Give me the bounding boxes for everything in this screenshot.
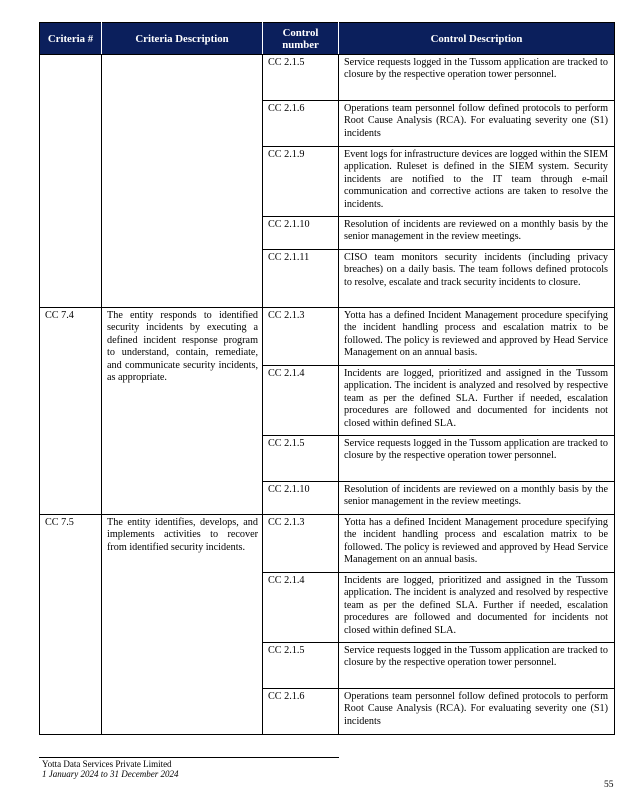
control-number-cell: CC 2.1.5 xyxy=(263,436,339,482)
footer-period: 1 January 2024 to 31 December 2024 xyxy=(42,769,179,779)
control-description-cell: Yotta has a defined Incident Management procedure specifying the incident handling process and escalation matrix to be followed. The policy is reviewed and approved by Head Service Management on an annual basis. xyxy=(339,308,615,366)
control-description-cell: Incidents are logged, prioritized and assigned in the Tussom application. The incident is analyzed and resolved by respective team as per the defined SLA. Further if needed, escalation procedures are followed and documented for incidents not closed within defined SLA. xyxy=(339,366,615,436)
control-number-cell: CC 2.1.10 xyxy=(263,217,339,250)
criteria-description-cell: The entity identifies, develops, and implements activities to recover from identified security incidents. xyxy=(102,515,263,735)
header-criteria-number: Criteria # xyxy=(40,23,102,55)
header-criteria-description: Criteria Description xyxy=(102,23,263,55)
criteria-description-cell xyxy=(102,55,263,308)
control-number-cell: CC 2.1.5 xyxy=(263,55,339,101)
table-row xyxy=(40,308,615,366)
table-row xyxy=(40,515,615,573)
criteria-number-cell xyxy=(40,55,102,308)
control-description-cell: Yotta has a defined Incident Management procedure specifying the incident handling process and escalation matrix to be followed. The policy is reviewed and approved by Head Service Management on an annual basis. xyxy=(339,515,615,573)
control-description-cell: Incidents are logged, prioritized and assigned in the Tussom application. The incident is analyzed and resolved by respective team as per the defined SLA. Further if needed, escalation procedures are followed and documented for incidents not closed within defined SLA. xyxy=(339,573,615,643)
criteria-description-cell: The entity responds to identified security incidents by executing a defined incident response program to understand, contain, remediate, and communicate security incidents, as appropriate. xyxy=(102,308,263,515)
control-number-cell: CC 2.1.3 xyxy=(263,515,339,573)
criteria-number-cell: CC 7.5 xyxy=(40,515,102,735)
control-number-cell: CC 2.1.3 xyxy=(263,308,339,366)
control-number-cell: CC 2.1.11 xyxy=(263,250,339,308)
page-number: 55 xyxy=(604,780,614,790)
control-description-cell: CISO team monitors security incidents (including privacy breaches) on a daily basis. The team follows defined protocols to resolve, escalate and track security incidents to closure. xyxy=(339,250,615,308)
header-control-description: Control Description xyxy=(339,23,615,55)
table-row xyxy=(40,55,615,101)
control-number-cell: CC 2.1.4 xyxy=(263,573,339,643)
criteria-number-cell: CC 7.4 xyxy=(40,308,102,515)
control-description-cell: Service requests logged in the Tussom application are tracked to closure by the respective operation tower personnel. xyxy=(339,55,615,101)
control-number-cell: CC 2.1.10 xyxy=(263,482,339,515)
header-control-number: Control number xyxy=(263,23,339,55)
control-number-cell: CC 2.1.4 xyxy=(263,366,339,436)
control-number-cell: CC 2.1.6 xyxy=(263,101,339,147)
control-number-cell: CC 2.1.5 xyxy=(263,643,339,689)
table-header-row xyxy=(40,23,615,55)
control-description-cell: Resolution of incidents are reviewed on a monthly basis by the senior management in the review meetings. xyxy=(339,217,615,250)
footer-company: Yotta Data Services Private Limited xyxy=(42,759,172,769)
control-description-cell: Service requests logged in the Tussom application are tracked to closure by the respective operation tower personnel. xyxy=(339,436,615,482)
controls-table xyxy=(39,22,615,735)
control-description-cell: Resolution of incidents are reviewed on a monthly basis by the senior management in the review meetings. xyxy=(339,482,615,515)
control-number-cell: CC 2.1.6 xyxy=(263,689,339,735)
footer-divider xyxy=(39,757,339,758)
control-description-cell: Operations team personnel follow defined protocols to perform Root Cause Analysis (RCA). For evaluating severity one (S1) incidents xyxy=(339,101,615,147)
document-page xyxy=(39,22,614,735)
control-number-cell: CC 2.1.9 xyxy=(263,147,339,217)
control-description-cell: Service requests logged in the Tussom application are tracked to closure by the respective operation tower personnel. xyxy=(339,643,615,689)
control-description-cell: Event logs for infrastructure devices are logged within the SIEM application. Ruleset is defined in the SIEM system. Security incidents are notified to the IT team through e-mail communication and corrective actions are taken to resolve the incidents. xyxy=(339,147,615,217)
control-description-cell: Operations team personnel follow defined protocols to perform Root Cause Analysis (RCA). For evaluating severity one (S1) incidents xyxy=(339,689,615,735)
